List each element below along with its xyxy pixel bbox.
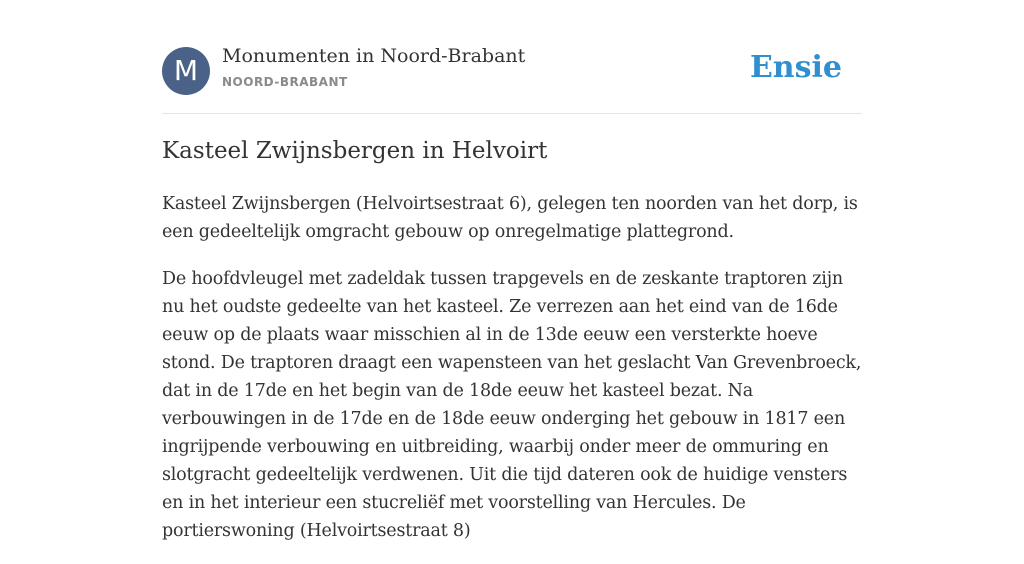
- content-column: [162, 0, 862, 541]
- collection-title[interactable]: Monumenten in Noord-Brabant: [222, 45, 526, 67]
- ensie-logo[interactable]: Ensie: [749, 50, 842, 85]
- header: [162, 0, 862, 114]
- article-body: [162, 190, 862, 564]
- avatar[interactable]: M: [162, 47, 210, 95]
- article-paragraph: De hoofdvleugel met zadeldak tussen trapgevels en de zeskante traptoren zijn nu het oudste gedeelte van het kasteel. Ze verrezen aan het eind van de 16de eeuw op de plaats waar misschien al in de 13de eeuw een versterkte hoeve stond. De traptoren draagt een wapensteen van het geslacht Van Grevenbroeck, dat in de 17de en het begin van de 18de eeuw het kasteel bezat. Na verbouwingen in de 17de en de 18de eeuw onderging het gebouw in 1817 een ingrijpende verbouwing en uitbreiding, waarbij onder meer de ommuring en slotgracht gedeeltelijk verdwenen. Uit die tijd dateren ook de huidige vensters en in het interieur een stucreliëf met voorstelling van Hercules. De portierswoning (Helvoirtsestraat 8): [162, 269, 862, 541]
- article-title: Kasteel Zwijnsbergen in Helvoirt: [162, 138, 548, 164]
- collection-subtitle[interactable]: NOORD-BRABANT: [222, 75, 348, 89]
- article-paragraph: Kasteel Zwijnsbergen (Helvoirtsestraat 6), gelegen ten noorden van het dorp, is een gedeeltelijk omgracht gebouw op onregelmatige plattegrond.: [162, 194, 858, 242]
